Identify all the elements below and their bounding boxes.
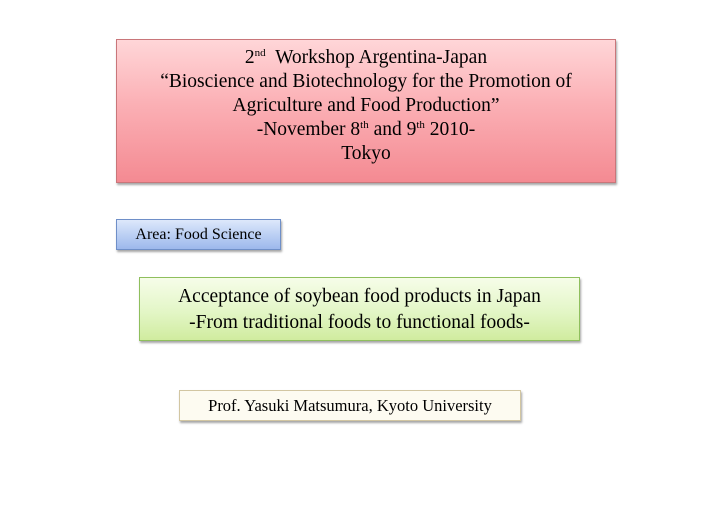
area-label-box [116, 219, 281, 250]
workshop-number: 2 [244, 47, 255, 68]
date-part-3: 2010- [424, 119, 476, 140]
workshop-name: Workshop Argentina-Japan [275, 47, 488, 68]
workshop-title-line2: “Bioscience and Biotechnology for the Promotion of [160, 71, 572, 92]
date-suffix-1: th [360, 119, 369, 131]
workshop-title-line1 [117, 46, 615, 70]
date-part-2: and 9 [368, 119, 417, 140]
workshop-title-box [116, 39, 616, 183]
topic-title: Acceptance of soybean food products in Japan [178, 286, 541, 307]
workshop-title-line3: Agriculture and Food Production” [232, 95, 500, 116]
topic-subtitle: -From traditional foods to functional foods- [189, 312, 530, 333]
speaker-name: Prof. Yasuki Matsumura, Kyoto University [208, 396, 492, 415]
ordinal-suffix: nd [254, 47, 266, 59]
area-label: Area: Food Science [135, 226, 262, 243]
date-suffix-2: th [416, 119, 425, 131]
speaker-box [179, 390, 521, 421]
topic-box [139, 277, 580, 341]
workshop-date-line [117, 118, 615, 142]
date-part-1: -November 8 [256, 119, 361, 140]
workshop-location: Tokyo [341, 143, 391, 164]
